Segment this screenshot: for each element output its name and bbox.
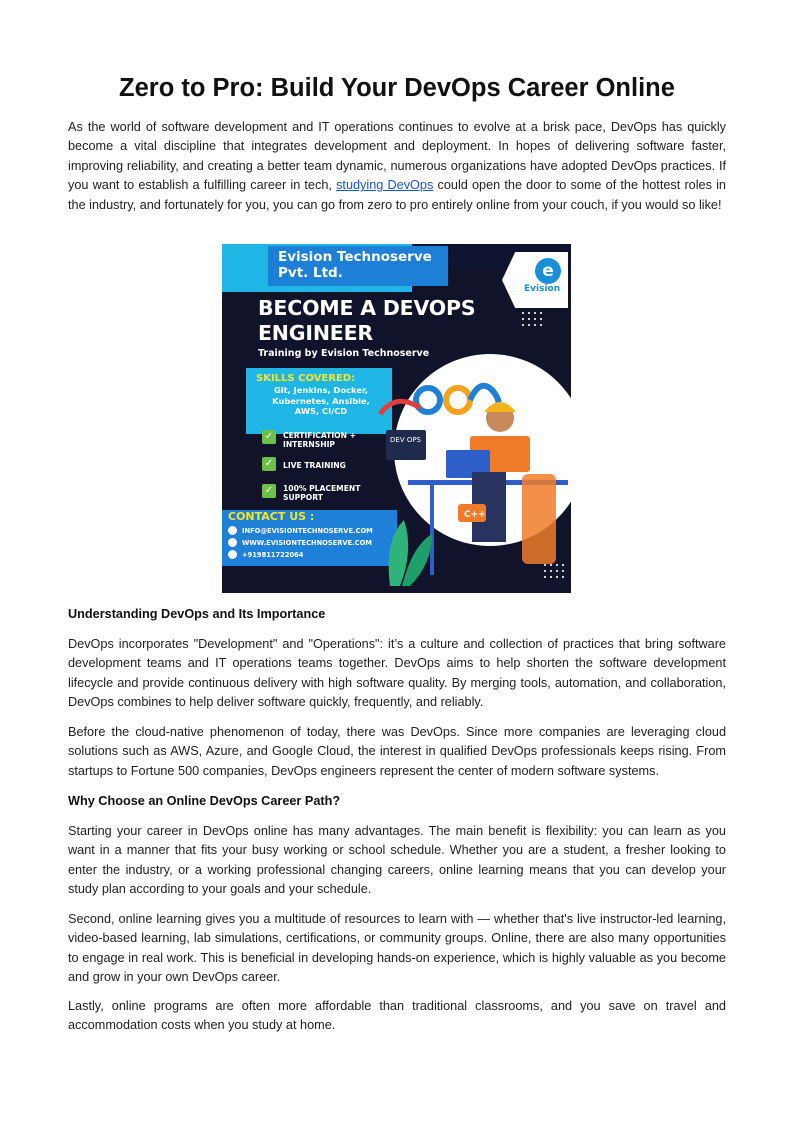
poster-dot-grid-top [520, 310, 546, 330]
poster-skills-heading: SKILLS COVERED: [256, 373, 356, 384]
page-title: Zero to Pro: Build Your DevOps Career Online [119, 74, 675, 102]
poster-feature-2: LIVE TRAINING [283, 461, 346, 470]
poster-tagline: Training by Evision Technoserve [258, 348, 430, 359]
office-chair [522, 474, 556, 564]
intro-paragraph [68, 118, 726, 215]
section2-paragraph-2: Second, online learning gives you a multitude of resources to learn with — whether that's live instructor-led learning, video-based learning, lab simulations, certifications, or community groups. Online, there are also many opportunities to engage in real work. This is beneficial in developing hands-on experience, which is highly valuable as you become and grow in your own DevOps career. [68, 912, 726, 985]
cpp-badge-label: C++ [464, 510, 486, 520]
poster-logo-text: Evision [524, 284, 561, 294]
studying-devops-link[interactable]: studying DevOps [336, 178, 434, 193]
devops-engineer-illustration [372, 354, 571, 593]
intro-text-end: could open the door to some of the hottest roles in the industry, and fortunately for you, you can go from zero to pro entirely online from your couch, if you would so like! [68, 178, 726, 212]
section2-paragraph-1: Starting your career in DevOps online has many advantages. The main benefit is flexibility: you can learn as you want in a manner that fits your busy working or school schedule. Whether you are a student, a fresher looking to enter the industry, or a working professional changing careers, online learning means that you can develop your study plan according to your goals and your schedule. [68, 824, 726, 897]
poster-contact-heading: CONTACT US : [228, 510, 315, 523]
section1-paragraph-1: DevOps incorporates "Development" and "Operations": it’s a culture and collection of practices that bring software development teams and IT operations teams together. DevOps aims to help shorten the software development lifecycle and provide continuous delivery with high software quality. By merging tools, automation, and collaboration, DevOps combines to help deliver software quickly, frequently, and reliably. [68, 637, 726, 710]
phone-icon [228, 550, 237, 559]
poster-feature-3: 100% PLACEMENT SUPPORT [283, 484, 361, 502]
check-icon: ✓ [262, 484, 276, 498]
evision-logo-icon: e [535, 258, 561, 284]
section1-paragraph-2: Before the cloud-native phenomenon of today, there was DevOps. Since more companies are leveraging cloud solutions such as AWS, Azure, and Google Cloud, the interest in qualified DevOps professionals keeps rising. From startups to Fortune 500 companies, DevOps engineers represent the center of modern software systems. [68, 725, 726, 778]
poster-company-name: Evision Technoserve Pvt. Ltd. [278, 249, 432, 281]
poster-contact-web: WWW.EVISIONTECHNOSERVE.COM [242, 539, 372, 547]
globe-icon [228, 538, 237, 547]
poster-headline [258, 296, 475, 346]
poster-contact-email: INFO@EVISIONTECHNOSERVE.COM [242, 527, 373, 535]
check-icon: ✓ [262, 430, 276, 444]
desk-leg [430, 485, 434, 575]
intro-text-start: As the world of software development and IT operations continues to evolve at a brisk pace, DevOps has quickly become a vital discipline that integrates development and deployment. In hopes of delivering software faster, improving reliability, and creating a better team dynamic, numerous organizations have adopted DevOps practices. If you want to establish a fulfilling career in tech, [68, 120, 726, 193]
poster-logo-tile [502, 252, 568, 308]
section-heading-why-online: Why Choose an Online DevOps Career Path? [68, 794, 341, 808]
section-heading-understanding: Understanding DevOps and Its Importance [68, 607, 326, 621]
poster-contact-phone: +919811722064 [242, 551, 304, 559]
poster-feature-1: CERTIFICATION + INTERNSHIP [283, 431, 356, 449]
poster-skills-list: Git, Jenkins, Docker, Kubernetes, Ansible, AWS, CI/CD [272, 385, 370, 416]
poster-headline-line-1: BECOME A DEVOPS [258, 296, 476, 320]
section2-paragraph-3: Lastly, online programs are often more affordable than traditional classrooms, and you save on travel and accommodation costs when you study at home. [68, 999, 726, 1033]
monitor-screen [386, 430, 426, 460]
check-icon: ✓ [262, 457, 276, 471]
poster-headline-line-2: ENGINEER [258, 321, 373, 345]
screen-text: DEV OPS [390, 436, 422, 444]
devops-training-poster [222, 244, 571, 593]
email-icon [228, 526, 237, 535]
